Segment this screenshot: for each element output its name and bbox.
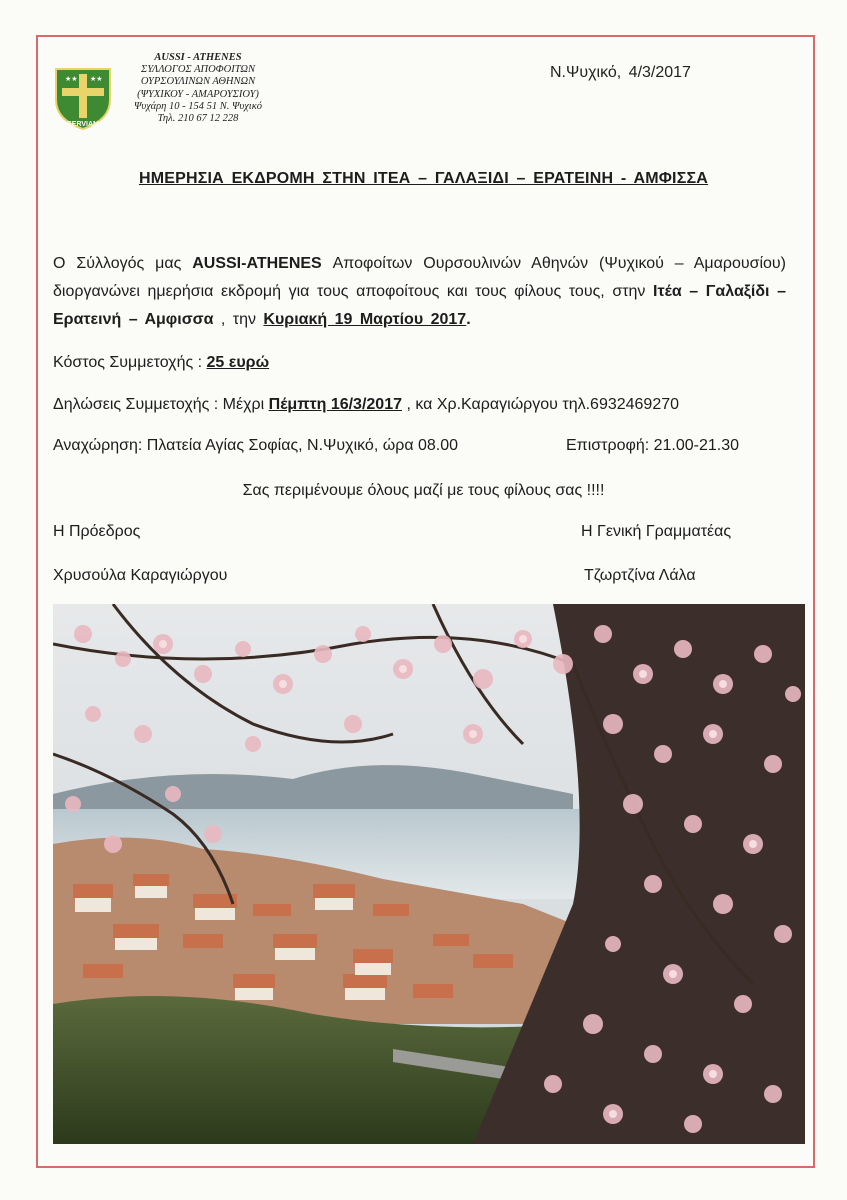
- org-address: Ψυχάρη 10 - 154 51 Ν. Ψυχικό: [133, 100, 262, 112]
- intro-text-1: Ο Σύλλογός μας: [53, 255, 193, 272]
- org-line3: (ΨΥΧΙΚΟΥ - ΑΜΑΡΟΥΣΙΟΥ): [137, 88, 259, 100]
- svg-text:★★: ★★: [65, 75, 78, 83]
- intro-trip-date: Κυριακή 19 Μαρτίου 2017: [263, 311, 467, 328]
- letter-date: Ν.Ψυχικό, 4/3/2017: [550, 64, 691, 81]
- registration-line: [53, 396, 679, 414]
- intro-places: Ιτέα – Γαλαξίδι – Ερατεινή – Αμφισσα: [53, 283, 787, 328]
- org-name: AUSSI - ATHENES: [154, 52, 242, 63]
- intro-text-2: Αποφοίτων Ουρσουλινών Αθηνών (Ψυχικού – Αμαρουσίου) διοργανώνει ημερήσια εκδρομή για τους αποφοίτους και τους φίλους τους, στην: [53, 255, 786, 300]
- intro-text-4: .: [466, 311, 471, 328]
- registration-contact: , κα Χρ.Καραγιώργου τηλ.6932469270: [402, 396, 680, 413]
- president-role: Η Πρόεδρος: [53, 523, 141, 540]
- organization-info: [110, 52, 286, 125]
- org-phone: Τηλ. 210 67 12 228: [157, 113, 239, 125]
- school-crest-logo: [53, 66, 113, 132]
- registration-label: Δηλώσεις Συμμετοχής : Μέχρι: [53, 396, 269, 413]
- secretary-name: Τζωρτζίνα Λάλα: [584, 567, 696, 584]
- return-text: Επιστροφή: 21.00-21.30: [566, 437, 740, 454]
- closing-text: Σας περιμένουμε όλους μαζί με τους φίλους σας !!!!: [242, 482, 605, 499]
- registration-deadline: Πέμπτη 16/3/2017: [268, 396, 402, 413]
- departure-text: Αναχώρηση: Πλατεία Αγίας Σοφίας, Ν.Ψυχικό, ώρα 08.00: [53, 437, 459, 454]
- village-blossom-photo: [53, 604, 805, 1144]
- intro-text-3: , την: [220, 311, 264, 328]
- intro-org-name: AUSSI-ATHENES: [192, 255, 322, 272]
- cost-line: [53, 354, 269, 372]
- cost-label: Κόστος Συμμετοχής :: [53, 354, 207, 371]
- president-name: Χρυσούλα Καραγιώργου: [53, 567, 228, 584]
- secretary-role: Η Γενική Γραμματέας: [581, 523, 732, 540]
- page-title: ΗΜΕΡΗΣΙΑ ΕΚΔΡΟΜΗ ΣΤΗΝ ΙΤΕΑ – ΓΑΛΑΞΙΔΙ – ΕΡΑΤΕΙΝΗ - ΑΜΦΙΣΣΑ: [138, 170, 709, 187]
- svg-text:★★: ★★: [90, 75, 103, 83]
- intro-paragraph: [53, 250, 786, 334]
- org-line2: ΟΥΡΣΟΥΛΙΝΩΝ ΑΘΗΝΩΝ: [140, 76, 256, 88]
- cost-value: 25 ευρώ: [206, 354, 270, 371]
- logo-motto: SERVIAM: [67, 121, 99, 128]
- org-line1: ΣΥΛΛΟΓΟΣ ΑΠΟΦΟΙΤΩΝ: [141, 64, 255, 76]
